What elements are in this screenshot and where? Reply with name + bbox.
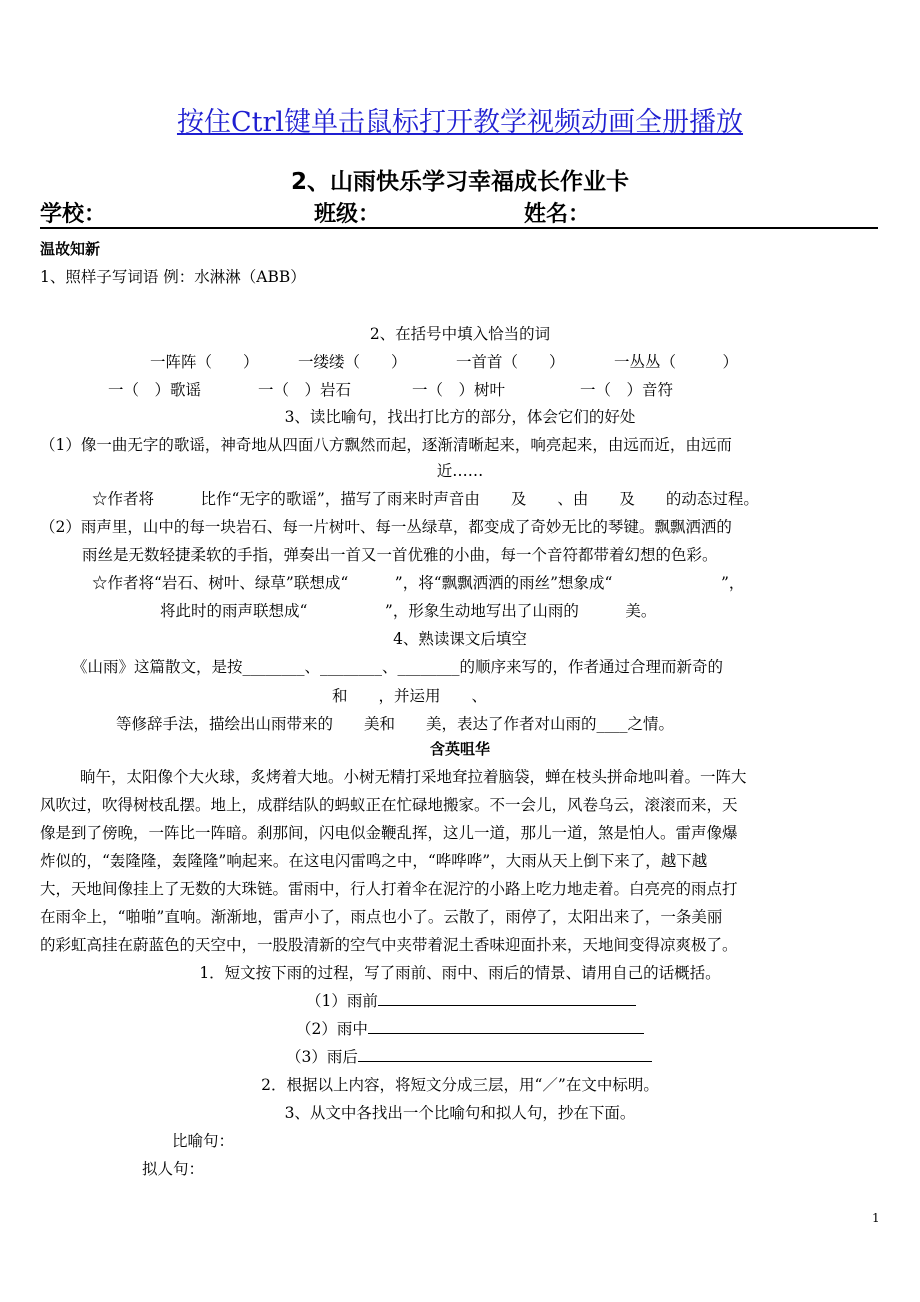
passage-line: 在雨伞上，“啪啪”直响。渐渐地，雷声小了，雨点也小了。云散了，雨停了，太阳出来了，一条美丽 <box>40 908 723 926</box>
q4-line: 和 ，并运用 、 <box>332 687 488 705</box>
answer-line-after[interactable] <box>286 1045 652 1067</box>
simile-label: 比喻句： <box>172 1132 235 1150</box>
answer-blank[interactable] <box>358 1046 652 1062</box>
answer-line-before[interactable] <box>306 989 636 1011</box>
answer-label: （2）雨中 <box>296 1020 368 1038</box>
passage-line: 炸似的，“轰隆隆，轰隆隆”响起来。在这电闪雷鸣之中，“哗哗哗”，大雨从天上倒下来了，越下越 <box>40 852 708 870</box>
question-4-title: 4、熟读课文后填空 <box>393 630 527 648</box>
video-link[interactable]: 按住Ctrl键单击鼠标打开教学视频动画全册播放 <box>176 107 744 138</box>
q2-item: 一（ ）歌谣 <box>108 381 202 399</box>
q4-line: 《山雨》这篇散文，是按________、________、________的顺序来写的，作者通过合理而新奇的 <box>72 658 724 676</box>
q2-item: 一阵阵（ ） <box>150 353 259 371</box>
q2-item: 一（ ）岩石 <box>258 381 352 399</box>
question-2-title: 2、在括号中填入恰当的词 <box>369 325 551 343</box>
q3-question-2: ☆作者将“岩石、树叶、绿草”联想成“ ”，将“飘飘洒洒的雨丝”想象成“ ”， <box>92 574 745 592</box>
q2-item: 一缕缕（ ） <box>298 353 407 371</box>
q2-item: 一（ ）音符 <box>580 381 674 399</box>
reading-question-3: 3、从文中各找出一个比喻句和拟人句，抄在下面。 <box>284 1104 636 1122</box>
q3-passage-2-cont: 雨丝是无数轻捷柔软的手指，弹奏出一首又一首优雅的小曲，每一个音符都带着幻想的色彩。 <box>82 546 718 564</box>
answer-label: （3）雨后 <box>286 1048 358 1066</box>
q3-question-2-cont: 将此时的雨声联想成“ ”，形象生动地写出了山雨的 美。 <box>160 602 657 620</box>
section-heading-review: 温故知新 <box>40 240 101 258</box>
q2-item: 一丛丛（ ） <box>614 353 739 371</box>
section-heading-reading: 含英咀华 <box>429 740 490 758</box>
passage-line: 风吹过，吹得树枝乱摆。地上，成群结队的蚂蚁正在忙碌地搬家。不一会儿，风卷乌云，滚滚而来，天 <box>40 796 738 814</box>
q4-line: 等修辞手法，描绘出山雨带来的 美和 美，表达了作者对山雨的____之情。 <box>116 715 675 733</box>
q3-passage-1: （1）像一曲无字的歌谣，神奇地从四面八方飘然而起，逐渐清晰起来，响亮起来，由远而近，由远而 <box>40 436 732 454</box>
page-number: 1 <box>872 1211 880 1225</box>
q3-passage-1-cont: 近…… <box>436 462 484 480</box>
q2-item: 一首首（ ） <box>456 353 565 371</box>
q3-passage-2: （2）雨声里，山中的每一块岩石、每一片树叶、每一丛绿草，都变成了奇妙无比的琴键。飘飘洒洒的 <box>40 518 732 536</box>
passage-line: 像是到了傍晚，一阵比一阵暗。刹那间，闪电似金鞭乱挥，这儿一道，那儿一道，煞是怕人。雷声像爆 <box>40 824 738 842</box>
personification-label: 拟人句： <box>142 1160 205 1178</box>
passage-line: 的彩虹高挂在蔚蓝色的天空中，一股股清新的空气中夹带着泥土香味迎面扑来，天地间变得凉爽极了。 <box>40 936 738 954</box>
page-title: 2、山雨快乐学习幸福成长作业卡 <box>290 169 629 195</box>
question-1: 1、照样子写词语 例：水淋淋（ABB） <box>40 268 306 286</box>
q2-item: 一（ ）树叶 <box>412 381 506 399</box>
reading-question-2: 2．根据以上内容，将短文分成三层，用“／”在文中标明。 <box>261 1076 659 1094</box>
answer-line-during[interactable] <box>296 1017 644 1039</box>
answer-blank[interactable] <box>378 990 636 1006</box>
answer-label: （1）雨前 <box>306 992 378 1010</box>
class-label: 班级： <box>314 202 381 227</box>
reading-question-1: 1．短文按下雨的过程，写了雨前、雨中、雨后的情景、请用自己的话概括。 <box>199 964 721 982</box>
passage-line: 晌午，太阳像个大火球，炙烤着大地。小树无精打采地耷拉着脑袋，蝉在枝头拼命地叫着。一阵大 <box>80 768 747 786</box>
name-label: 姓名： <box>524 202 591 227</box>
header-divider <box>40 227 878 229</box>
question-3-title: 3、读比喻句，找出打比方的部分，体会它们的好处 <box>284 408 636 426</box>
passage-line: 大，天地间像挂上了无数的大珠链。雷雨中，行人打着伞在泥泞的小路上吃力地走着。白亮亮的雨点打 <box>40 880 738 898</box>
q3-question-1: ☆作者将 比作“无字的歌谣”，描写了雨来时声音由 及 、由 及 的动态过程。 <box>92 490 759 508</box>
school-label: 学校： <box>40 202 107 227</box>
answer-blank[interactable] <box>368 1018 644 1034</box>
